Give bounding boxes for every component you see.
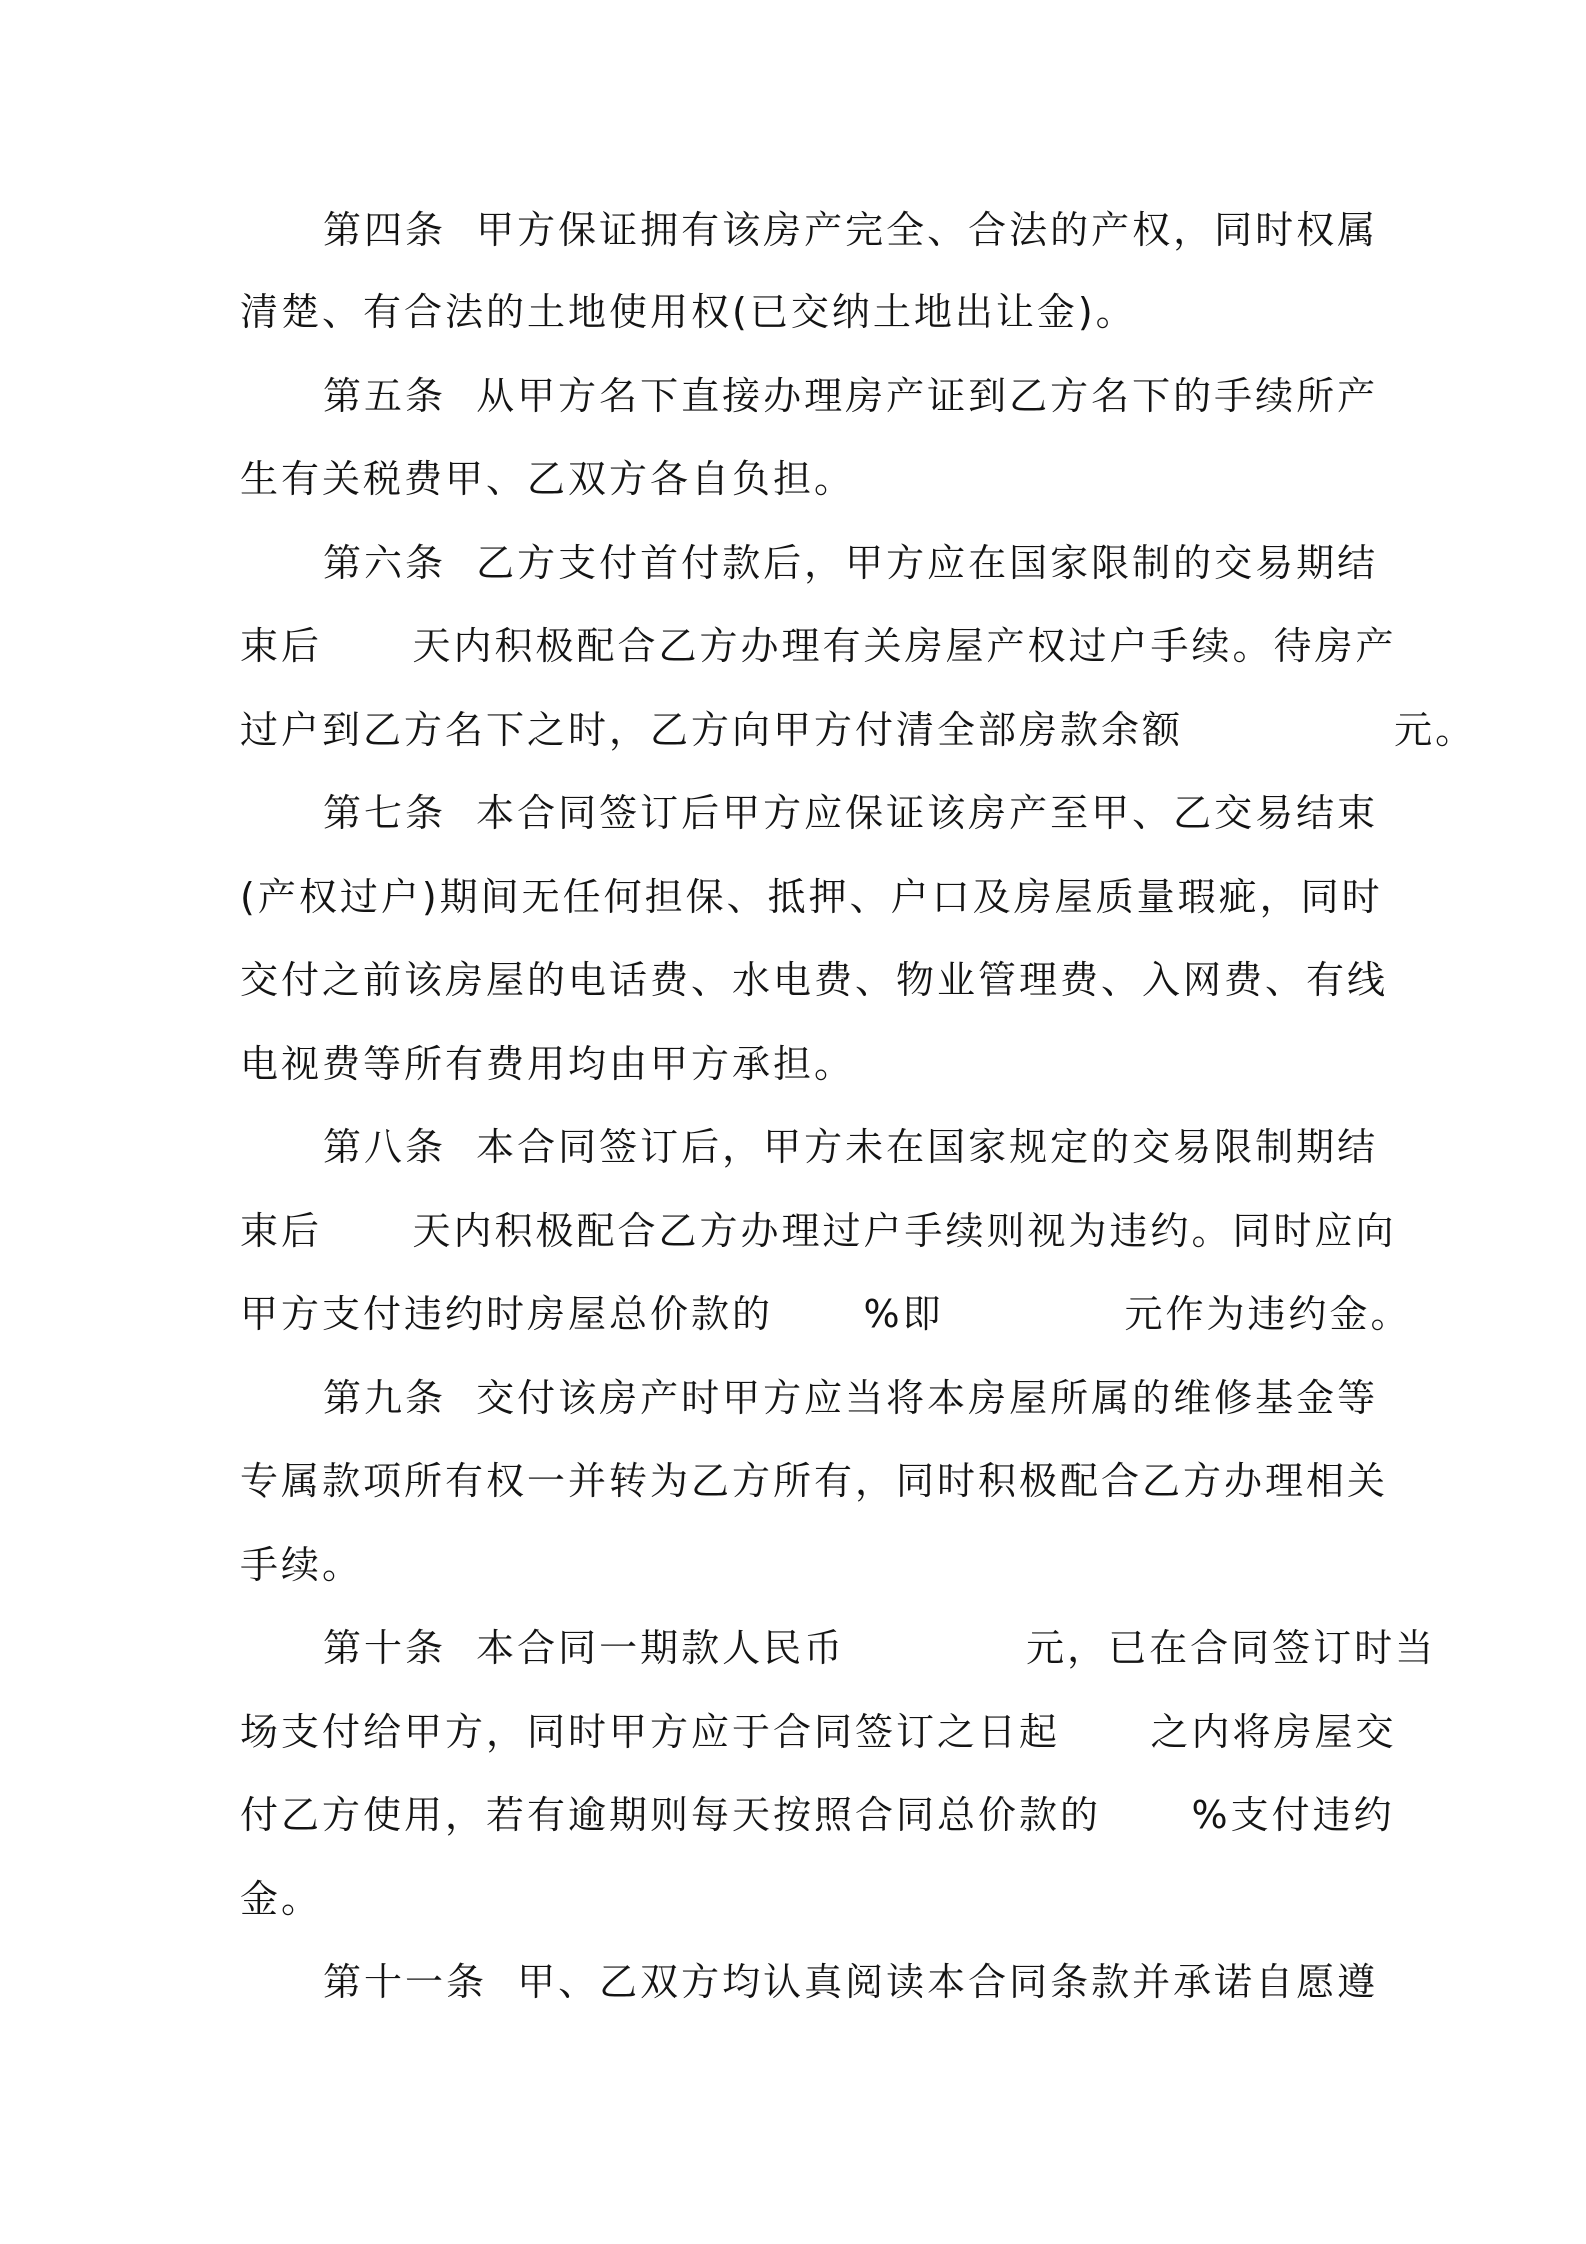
text-line: 场支付给甲方，同时甲方应于合同签订之日起 之内将房屋交 <box>240 1710 1397 1754</box>
text-line: 第十一条 甲、乙双方均认真阅读本合同条款并承诺自愿遵 <box>323 1960 1379 2004</box>
text-line: 第八条 本合同签订后，甲方未在国家规定的交易限制期结 <box>323 1125 1379 1169</box>
text-line: 束后 天内积极配合乙方办理过户手续则视为违约。同时应向 <box>240 1209 1397 1253</box>
text-line: (产权过户)期间无任何担保、抵押、户口及房屋质量瑕疵，同时 <box>240 875 1383 919</box>
text-line: 清楚、有合法的土地使用权(已交纳土地出让金)。 <box>240 290 1137 334</box>
text-line: 第五条 从甲方名下直接办理房产证到乙方名下的手续所产 <box>323 374 1379 418</box>
text-line: 交付之前该房屋的电话费、水电费、物业管理费、入网费、有线 <box>240 958 1389 1002</box>
text-line: 付乙方使用，若有逾期则每天按照合同总价款的 %支付违约 <box>240 1793 1395 1837</box>
text-line: 金。 <box>240 1877 323 1921</box>
text-line: 第十条 本合同一期款人民币 元，已在合同签订时当 <box>323 1626 1437 1670</box>
text-line: 甲方支付违约时房屋总价款的 %即 元作为违约金。 <box>240 1292 1412 1336</box>
text-line: 生有关税费甲、乙双方各自负担。 <box>240 457 856 501</box>
text-line: 专属款项所有权一并转为乙方所有，同时积极配合乙方办理相关 <box>240 1459 1389 1503</box>
text-line: 电视费等所有费用均由甲方承担。 <box>240 1042 856 1086</box>
text-line: 束后 天内积极配合乙方办理有关房屋产权过户手续。待房产 <box>240 624 1397 668</box>
text-line: 手续。 <box>240 1543 364 1587</box>
text-line: 第九条 交付该房产时甲方应当将本房屋所属的维修基金等 <box>323 1376 1379 1420</box>
text-line: 过户到乙方名下之时，乙方向甲方付清全部房款余额 元。 <box>240 708 1477 752</box>
text-line: 第六条 乙方支付首付款后，甲方应在国家限制的交易期结 <box>323 541 1379 585</box>
text-line: 第七条 本合同签订后甲方应保证该房产至甲、乙交易结束 <box>323 791 1379 835</box>
text-line: 第四条 甲方保证拥有该房产完全、合法的产权，同时权属 <box>323 208 1379 252</box>
